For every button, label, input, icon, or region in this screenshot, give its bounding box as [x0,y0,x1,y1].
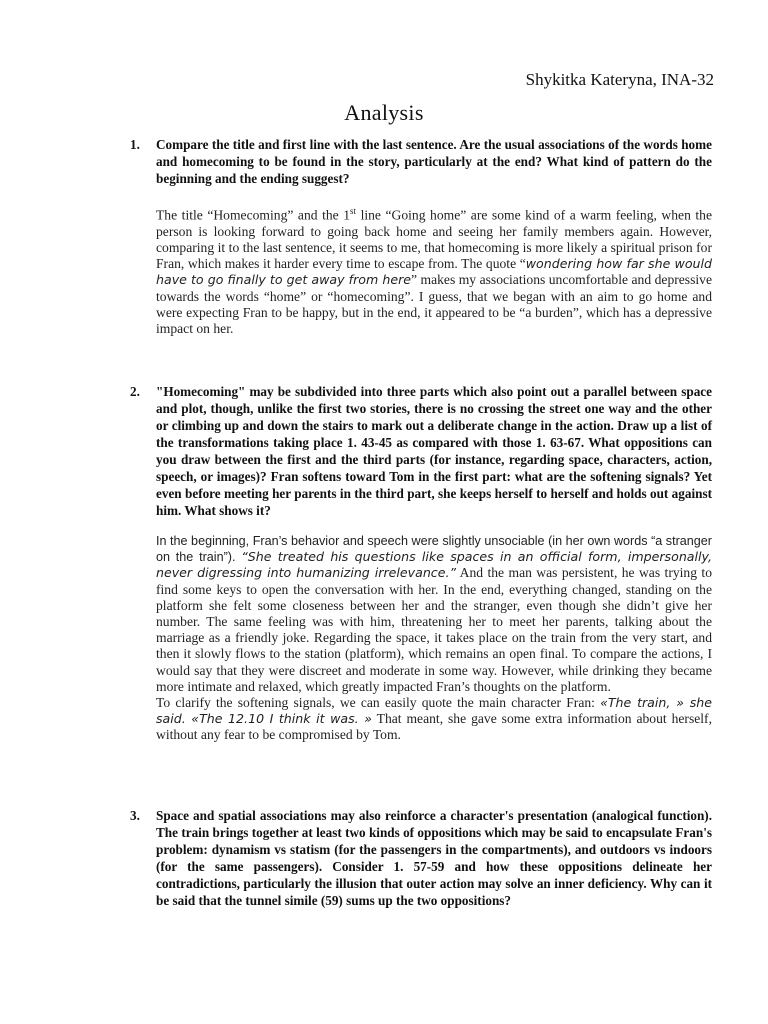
quote-text: wondering how far she would have to go finally to get away from here [156,256,713,288]
question-number: 3. [130,808,140,823]
answer-text: That meant, she gave some extra information about herself, without any fear to be compromised by Tom. [156,711,712,743]
answer-2 [156,533,712,744]
question-text: Compare the title and first line with the last sentence. Are the usual associations of the words home and homecoming to be found in the story, particularly at the end? What kind of pattern do the beginning and the ending suggest? [156,137,712,186]
superscript: st [350,206,357,216]
quote-text: «The train, » she said. «The 12.10 I think it was. » [156,695,712,727]
question-number: 2. [130,384,140,399]
answer-text: The title “Homecoming” and the 1 [156,207,351,223]
question-3 [132,807,712,909]
answer-text: ” makes my associations uncomfortable and depressive towards the words “home” or “homecoming”. I guess, that we began with an aim to go home and were expecting Fran to be happy, but in the end, it appeared to be “a burden”, which has a depressive impact on her. [156,272,712,336]
quote-text: “She treated his questions like spaces in an official form, impersonally, never digressing into humanizing irrelevance.” [156,549,712,581]
answer-1 [156,203,712,337]
answer-text: line “Going home” are some kind of a warm feeling, when the person is looking forward to going back home and seeing her family members again. However, comparing it to the last sentence, it seems to me, that homecoming is more likely a spiritual prison for Fran, which makes it harder every time to escape from. The quote “ [156,207,712,272]
page-title: Analysis [344,100,424,125]
question-1 [132,136,712,187]
question-2 [132,383,712,519]
question-text: Space and spatial associations may also reinforce a character's presentation (analogical function). The train brings together at least two kinds of oppositions which may be said to encapsulate Fran's problem: dynamism vs statism (for the passengers in the compartments), and outdoors vs indoors (for the same passengers). Consider 1. 57-59 and how these oppositions delineate her contradictions, particularly the illusion that outer action may solve an inner deficiency. Why can it be said that the tunnel simile (59) sums up the two oppositions? [156,808,712,908]
author-line: Shykitka Kateryna, INA-32 [525,70,714,89]
answer-text: To clarify the softening signals, we can easily quote the main character Fran: [156,695,601,711]
question-number: 1. [130,137,140,152]
answer-text: And the man was persistent, he was trying to find some keys to open the conversation with her. In the end, everything changed, standing on the platform she felt some closeness between her and the stranger, even though she didn’t give her number. The same feeling was with him, threatening her to meet her parents, talking about the marriage as a friendly joke. Regarding the space, it takes place on the train from the very start, and then it slowly flows to the station (platform), which remains an open final. To compare the actions, I would say that they were discreet and moderate in some way. However, while drinking they became more intimate and relaxed, which greatly impacted Fran’s thoughts on the platform. [156,565,712,694]
question-text: "Homecoming" may be subdivided into three parts which also point out a parallel between space and plot, though, unlike the first two stories, there is no crossing the street one way and the other or climbing up and down the stairs to mark out a deliberate change in the action. Draw up a list of the transformations taking place 1. 43-45 as compared with those 1. 63-67. What oppositions can you draw between the first and the third parts (for instance, regarding space, characters, action, speech, or images)? Fran softens toward Tom in the first part: what are the softening signals? Yet even before meeting her parents in the third part, she keeps herself to herself and holds out against him. What shows it? [156,384,712,518]
answer-text: In the beginning, Fran’s behavior and speech were slightly unsociable (in her own words “a stranger on the train”). [156,534,712,565]
